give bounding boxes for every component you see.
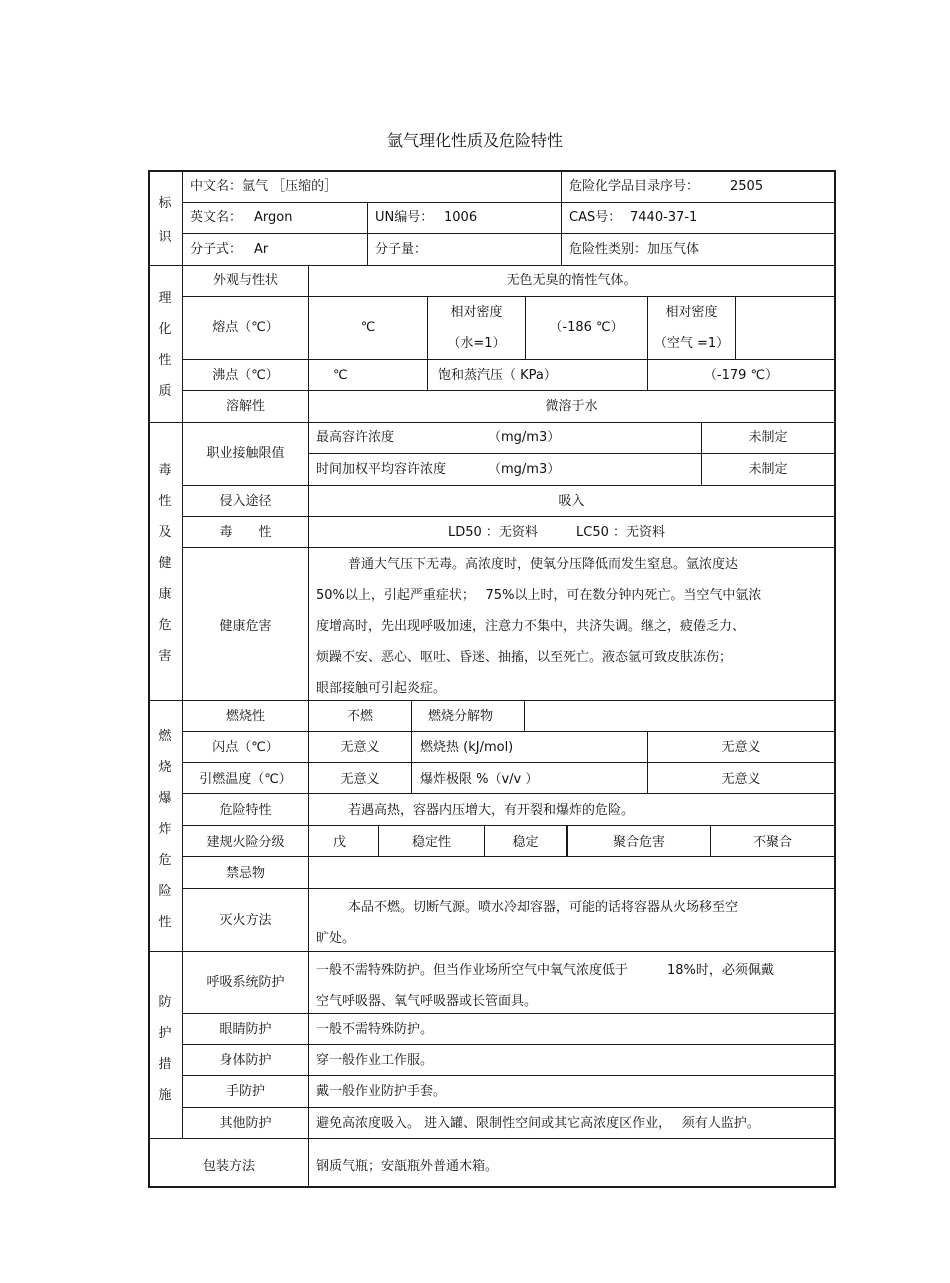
incompatible-label: 禁忌物 [225, 866, 265, 881]
un-label: UN编号： [375, 210, 434, 225]
table-border [148, 1186, 836, 1188]
row-line [182, 359, 836, 360]
stability: 稳定 [512, 835, 539, 850]
decomposition-label: 燃烧分解物 [428, 709, 494, 724]
col-line [367, 202, 368, 265]
melting-point-value: ℃ [360, 320, 376, 335]
combustion-heat: 无意义 [721, 740, 761, 755]
stability-label: 稳定性 [411, 835, 451, 850]
route: 吸入 [558, 494, 585, 509]
body-protection: 穿一般作业工作服。 [316, 1053, 434, 1068]
hand-label: 手防护 [225, 1084, 265, 1099]
packaging-label: 包装方法 [202, 1159, 255, 1174]
ld50: LD50 ：无资料 [448, 525, 538, 540]
solubility: 微溶于水 [545, 399, 598, 414]
category-identity: 标 识 [158, 196, 172, 245]
flash-point: 无意义 [340, 740, 380, 755]
molecular-weight-label: 分子量： [375, 242, 428, 257]
row-line [182, 547, 836, 548]
polymerization: 不聚合 [752, 835, 792, 850]
eye-protection: 一般不需特殊防护。 [316, 1022, 434, 1037]
row-line [182, 856, 836, 857]
formula: Ar [254, 242, 269, 257]
row-line [308, 453, 836, 454]
english-name-label: 英文名： [190, 210, 243, 225]
mac-unit: （mg/m3） [488, 430, 561, 445]
route-label: 侵入途径 [219, 494, 272, 509]
table-border [834, 170, 836, 1188]
chinese-name: 中文名：氩气 ［压缩的］ [190, 179, 338, 194]
category-physchem: 理 化 性 质 [158, 291, 172, 399]
vapor-pressure-label: 饱和蒸汽压（ KPa） [438, 368, 557, 383]
hazard-class: 危险性类别：加压气体 [569, 242, 700, 257]
hazard-property: 若遇高热，容器内压增大，有开裂和爆炸的危险。 [348, 803, 635, 818]
boiling-point-label: 沸点（℃） [212, 368, 279, 383]
label-col-line [308, 951, 309, 1188]
health-hazard-text: 普通大气压下无毒。高浓度时，使氧分压降低而发生窒息。氩浓度达 50%以上，引起严重症状； 75%以上时，可在数分钟内死亡。当空气中氩浓 度增高时，先出现呼吸加速，注意力不集中，共济失调。继之，疲倦乏力、 烦躁不安、恶心、呕吐、昏迷、抽搐，以至死亡。液态氩可致皮肤冻伤； 眼部接触可引起炎症。 [316, 557, 762, 696]
vapor-pressure-value: （-179 ℃） [703, 368, 779, 383]
category-fire: 燃 烧 爆 炸 危 险 性 [158, 729, 172, 930]
ignition-temp-label: 引燃温度（℃） [199, 772, 292, 787]
category-divider [182, 170, 183, 1138]
col-line [735, 296, 736, 359]
boiling-point-value: ℃ [333, 368, 348, 383]
fire-class: 戊 [333, 835, 347, 850]
catalog-no-label: 危险化学品目录序号： [569, 179, 700, 194]
category-protection: 防 护 措 施 [158, 995, 172, 1103]
table-border [148, 170, 836, 172]
row-line [182, 516, 836, 517]
toxicity-label: 毒 性 [219, 525, 272, 540]
other-label: 其他防护 [219, 1116, 272, 1131]
row-line [182, 296, 836, 297]
row-line [182, 1044, 836, 1045]
english-name: Argon [254, 210, 293, 225]
lc50: LC50 ：无资料 [576, 525, 665, 540]
rel-density-air-label-1: 相对密度 [665, 305, 718, 320]
solubility-label: 溶解性 [225, 399, 265, 414]
ignition-temp: 无意义 [340, 772, 380, 787]
formula-label: 分子式： [190, 242, 243, 257]
label-col-line [308, 422, 309, 700]
un-number: 1006 [444, 210, 478, 225]
twa-value: 未制定 [748, 462, 788, 477]
row-line [182, 793, 836, 794]
page-title: 氩气理化性质及危险特性 [386, 131, 563, 150]
row-line [182, 485, 836, 486]
flash-point-label: 闪点（℃） [212, 740, 279, 755]
fire-class-label: 建规火险分级 [206, 835, 285, 850]
extinguish-label: 灭火方法 [219, 913, 272, 928]
col-line [524, 700, 525, 731]
mac-label: 最高容许浓度 [316, 430, 395, 445]
rel-density-water-label-1: 相对密度 [450, 305, 503, 320]
body-label: 身体防护 [219, 1053, 272, 1068]
rel-density-water-label-2: （水=1） [447, 336, 506, 351]
combustibility: 不燃 [346, 709, 373, 724]
cas-label: CAS号： [569, 210, 622, 225]
respiratory-label: 呼吸系统防护 [206, 975, 285, 990]
row-line [182, 1075, 836, 1076]
extinguish-text: 本品不燃。切断气源。喷水冷却容器，可能的话将容器从火场移至空 旷处。 [316, 900, 739, 946]
appearance-label: 外观与性状 [212, 273, 278, 288]
label-col-line [308, 265, 309, 422]
col-line [561, 170, 562, 265]
hand-protection: 戴一般作业防护手套。 [316, 1084, 447, 1099]
mac-value: 未制定 [748, 430, 788, 445]
row-line [182, 731, 836, 732]
rel-density-air-label-2: （空气 =1） [653, 336, 730, 351]
row-line [182, 390, 836, 391]
twa-label: 时间加权平均容许浓度 [316, 462, 447, 477]
section-divider [148, 265, 836, 266]
twa-unit: （mg/m3） [488, 462, 561, 477]
other-protection: 避免高浓度吸入。 进入罐、限制性空间或其它高浓度区作业， 须有人监护。 [316, 1116, 760, 1131]
row-line [182, 825, 836, 826]
row-line [182, 762, 836, 763]
health-hazard-label: 健康危害 [219, 619, 272, 634]
rel-density-water: （-186 ℃） [549, 320, 624, 335]
hazard-property-label: 危险特性 [219, 803, 272, 818]
catalog-no: 2505 [730, 179, 764, 194]
respiratory-text: 一般不需特殊防护。但当作业场所空气中氧气浓度低于 18%时，必须佩戴 空气呼吸器、氧气呼吸器或长管面具。 [316, 963, 774, 1009]
melting-point-label: 熔点（℃） [212, 320, 279, 335]
combustion-heat-label: 燃烧热 (kJ/mol) [420, 740, 514, 755]
eye-label: 眼睛防护 [219, 1022, 272, 1037]
row-line [182, 202, 836, 203]
row-line [182, 1107, 836, 1108]
cas-number: 7440-37-1 [630, 210, 698, 225]
polymerization-label: 聚合危害 [612, 835, 665, 850]
row-line [182, 233, 836, 234]
col-line [411, 700, 412, 793]
explosion-limit-label: 爆炸极限 %（v/v ） [420, 772, 539, 787]
combustibility-label: 燃烧性 [225, 709, 265, 724]
category-toxicity: 毒 性 及 健 康 危 害 [158, 463, 172, 664]
appearance: 无色无臭的惰性气体。 [506, 273, 637, 288]
msds-table [148, 170, 836, 1188]
exposure-limit-label: 职业接触限值 [206, 446, 285, 461]
row-line [182, 888, 836, 889]
packaging: 钢质气瓶；安瓿瓶外普通木箱。 [316, 1159, 499, 1174]
section-divider [148, 422, 836, 423]
section-divider [148, 1138, 836, 1139]
explosion-limit: 无意义 [721, 772, 761, 787]
